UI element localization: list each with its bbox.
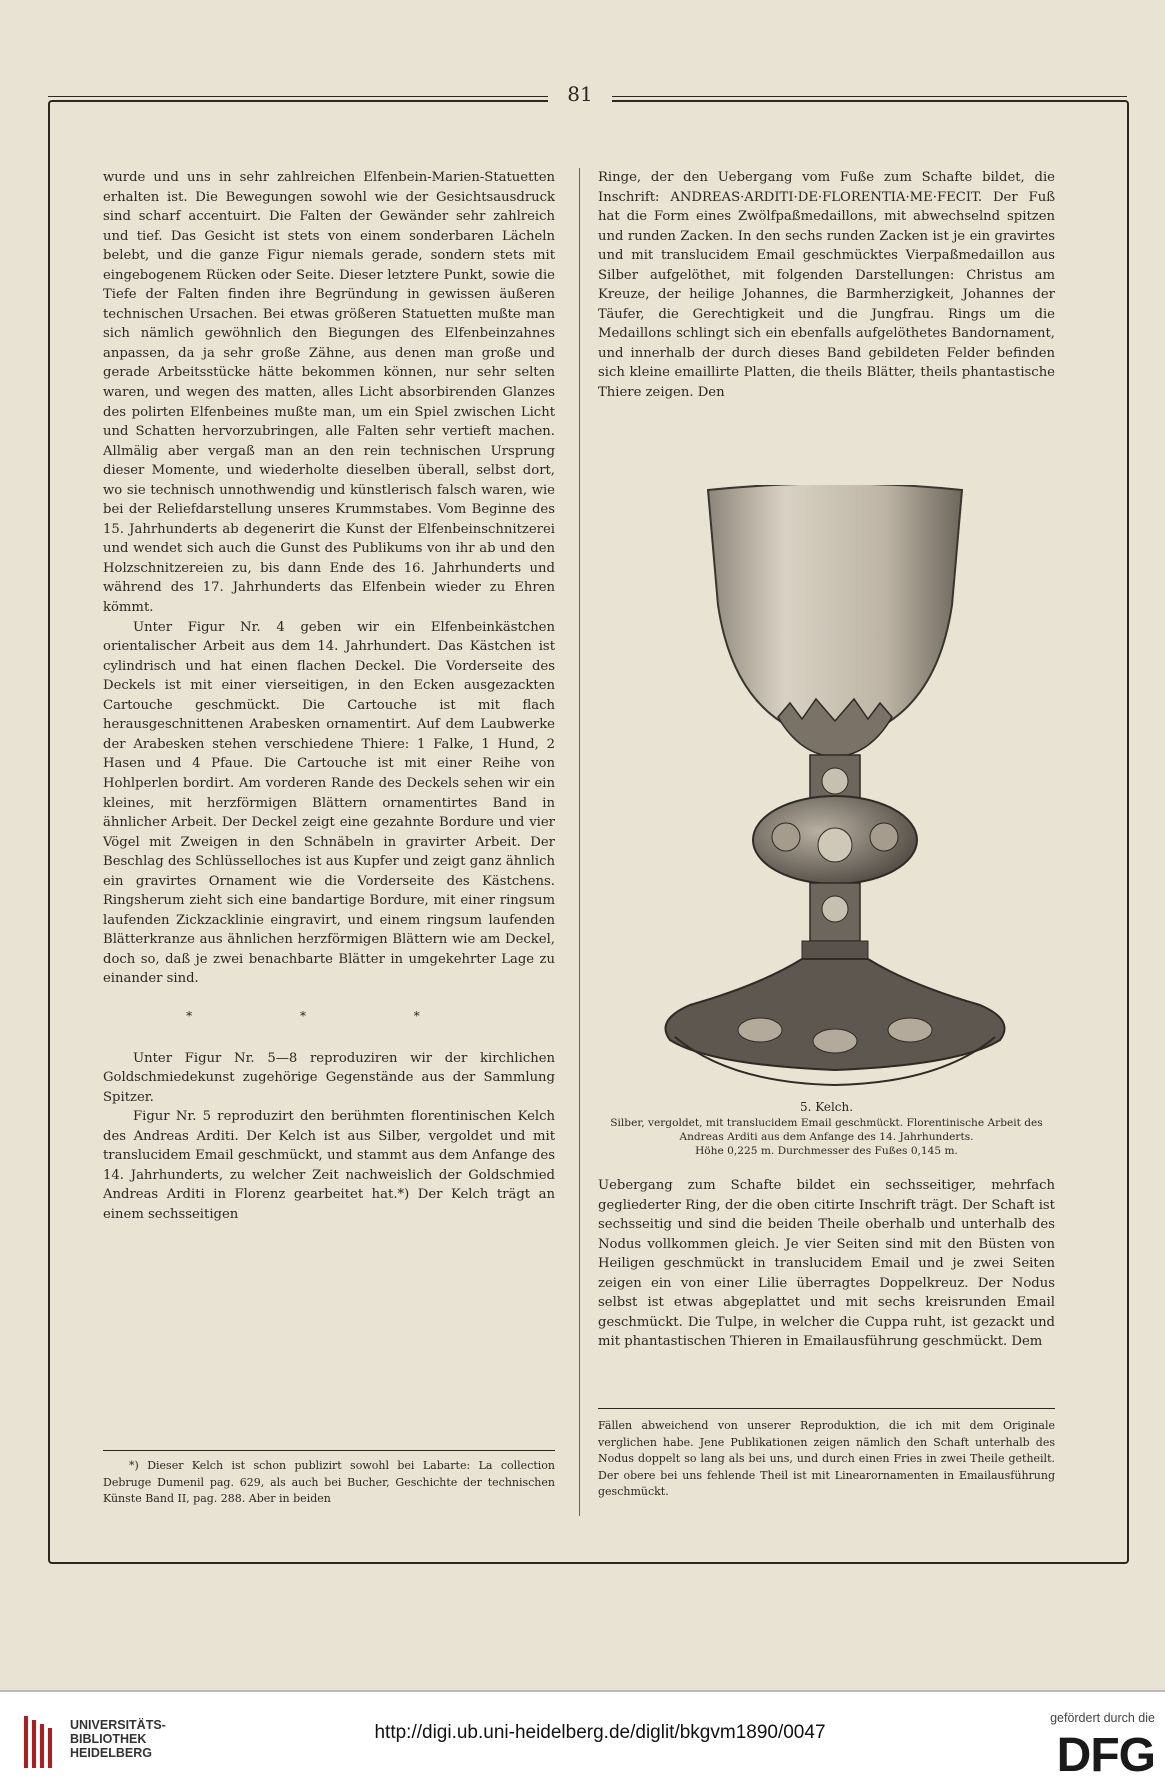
funded-by-label: gefördert durch die [1050,1711,1155,1725]
university-library-logo [20,1712,60,1772]
caption-line: Silber, vergoldet, mit translucidem Email geschmückt. Florentinische Arbeit des [610,1117,1043,1129]
caption-line: Andreas Arditi aus dem Anfange des 14. Jahrhunderts. [679,1131,974,1143]
library-name-line: UNIVERSITÄTS- [70,1718,166,1732]
paragraph: Ringe, der den Uebergang vom Fuße zum Schafte bildet, die Inschrift: ANDREAS·ARDITI·DE·FLORENTIA·ME·FECIT. Der Fuß hat die Form eines Zwölfpaßmedaillons, mit abwechselnd spitzen und runden Zacken. In den sechs runden Zacken ist je ein gravirtes und mit translucidem Email geschmücktes Vierpaßmedaillon aus Silber aufgelöthet, mit folgenden Darstellungen: Christus am Kreuze, der heilige Johannes, die Barmherzigkeit, Johannes der Täufer, die Gerechtigkeit und die Jungfrau. Rings um die Medaillons schlingt sich ein ebenfalls aufgelöthetes Bandornament, und innerhalb der durch dieses Band gebildeten Felder befinden sich kleine emaillirte Platten, die theils Blätter, theils phantastische Thiere zeigen. Den [598,170,1055,401]
caption-number: 5. Kelch. [799,1100,854,1114]
right-column-bottom [598,1176,1055,1352]
footer-rule [0,1690,1165,1692]
footnote-rule [598,1408,1055,1409]
footnote-right [598,1418,1055,1501]
column-divider [579,168,580,1516]
left-column [103,168,555,1224]
header-rule-left [48,96,548,97]
paragraph: Unter Figur Nr. 5—8 reproduziren wir der kirchlichen Goldschmiedekunst zugehörige Gegenstände aus der Sammlung Spitzer. [103,1050,555,1105]
header-rule-right [612,96,1127,97]
library-name-line: BIBLIOTHEK [70,1732,147,1746]
library-name[interactable] [70,1718,166,1760]
chalice-illustration [650,485,1020,1090]
paragraph: Uebergang zum Schafte bildet ein sechsseitiger, mehrfach gegliederter Ring, der die oben citirte Inschrift trägt. Der Schaft ist sechsseitig und sind die beiden Theile oberhalb und unterhalb des Nodus vollkommen gleich. Je vier Seiten sind mit den Büsten von Heiligen geschmückt in translucidem Email und je zwei Seiten zeigen ein von einer Lilie überragtes Doppelkreuz. Der Nodus selbst ist etwas abgeplattet und mit sechs kreisrunden Email geschmückt. Die Tulpe, in welcher die Cuppa ruht, ist gezackt und mit phantastischen Thieren in Emailausführung geschmückt. Dem [598,1178,1055,1350]
page-header [0,80,1165,112]
page-number: 81 [548,82,612,106]
section-separator: * * * [186,1008,472,1023]
caption-line: Höhe 0,225 m. Durchmesser des Fußes 0,145 m. [695,1145,958,1157]
footnote-rule [103,1450,555,1451]
library-name-line: HEIDELBERG [70,1746,152,1760]
paragraph: Figur Nr. 5 reproduzirt den berühmten florentinischen Kelch des Andreas Arditi. Der Kelch ist aus Silber, vergoldet und mit translucidem Email geschmückt, und stammt aus dem Anfange des 14. Jahrhunderts, zu welcher Zeit nachweislich der Goldschmied Andreas Arditi in Florenz gearbeitet hat.*) Der Kelch trägt an einem sechsseitigen [103,1109,555,1222]
footnote-text: *) Dieser Kelch ist schon publizirt sowohl bei Labarte: La collection Debruge Dumenil pag. 629, als auch bei Bucher, Geschichte der technischen Künste Band II, pag. 288. Aber in beiden [103,1459,555,1505]
right-column-top [598,168,1055,403]
footnote-text: Fällen abweichend von unserer Reproduktion, die ich mit dem Originale verglichen habe. Jene Publikationen zeigen nämlich den Schaft unterhalb des Nodus doppelt so lang als bei uns, und durch einen Fries in zwei Theile getheilt. Der obere bei uns fehlende Theil ist mit Linearornamenten in Emailausführung geschmückt. [598,1419,1055,1498]
paragraph: wurde und uns in sehr zahlreichen Elfenbein-Marien-Statuetten erhalten ist. Die Bewegungen sowohl wie der Gesichtsausdruck sind scharf accentuirt. Die Falten der Gewänder sehr zahlreich und tief. Das Gesicht ist stets von einem sonderbaren Lächeln belebt, und die ganze Figur niemals gerade, sondern stets mit eingebogenem Rücken oder Seite. Dieser letztere Punkt, sowie die Tiefe der Falten finden ihre Begründung in gewissen äußeren technischen Ursachen. Bei etwas größeren Statuetten mußte man sich nämlich gewöhnlich den Biegungen des Elfenbeinzahnes anpassen, da ja sehr große Zähne, aus denen man große und gerade Arbeitsstücke hätte bekommen können, nur sehr selten waren, und wegen des matten, alles Licht absorbirenden Glanzes des polirten Elfenbeines mußte man, um ein Spiel zwischen Licht und Schatten hervorzubringen, alle Falten sehr vertieft machen. Allmälig aber vergaß man an den rein technischen Ursprung dieser Momente, und wiederholte dieselben überall, selbst dort, wo sie technisch unnothwendig und künstlerisch falsch waren, wie bei der Reliefdarstellung unseres Krummstabes. Vom Beginne des 15. Jahrhunderts ab degenerirt die Kunst der Elfenbeinschnitzerei und wendet sich auch die Gunst des Publikums von ihr ab und den Holzschnitzereien zu, bis dann Ende des 16. Jahrhunderts und während des 17. Jahrhunderts das Elfenbein wieder zu Ehren kömmt. [103,170,555,616]
dfg-logo[interactable]: DFG [1056,1729,1155,1782]
source-url-link[interactable]: http://digi.ub.uni-heidelberg.de/diglit/bkgvm1890/0047 [374,1722,826,1743]
paragraph: Unter Figur Nr. 4 geben wir ein Elfenbeinkästchen orientalischer Arbeit aus dem 14. Jahrhundert. Das Kästchen ist cylindrisch und hat einen flachen Deckel. Die Vorderseite des Deckels ist mit einer vierseitigen, in den Ecken ausgezackten Cartouche geschmückt. Die Cartouche ist mit flach herausgeschnittenen Arabesken ornamentirt. Auf dem Laubwerke der Arabesken stehen verschiedene Thiere: 1 Falke, 1 Hund, 2 Hasen und 4 Pfaue. Die Cartouche ist mit einer Reihe von Hohlperlen bordirt. Am vorderen Rande des Deckels sehen wir ein kleines, mit herzförmigen Blättern ornamentirtes Band in ähnlicher Arbeit. Der Deckel zeigt eine gezahnte Bordure und vier Vögel mit Zweigen in den Schnäbeln in gravirter Arbeit. Der Beschlag des Schlüsselloches ist aus Kupfer und zeigt ganz ähnlich ein gravirtes Ornament wie die Vorderseite des Kästchens. Ringsherum zieht sich eine bandartige Bordure, mit einer ringsum laufenden Zickzacklinie eingravirt, und einem ringsum laufenden Blätterkranze aus ähnlichen herzförmigen Blättern wie am Deckel, doch so, daß je zwei benachbarte Blätter in umgekehrter Lage zu einander sind. [103,619,555,987]
footnote-left [103,1458,555,1508]
figure-caption [598,1100,1055,1158]
